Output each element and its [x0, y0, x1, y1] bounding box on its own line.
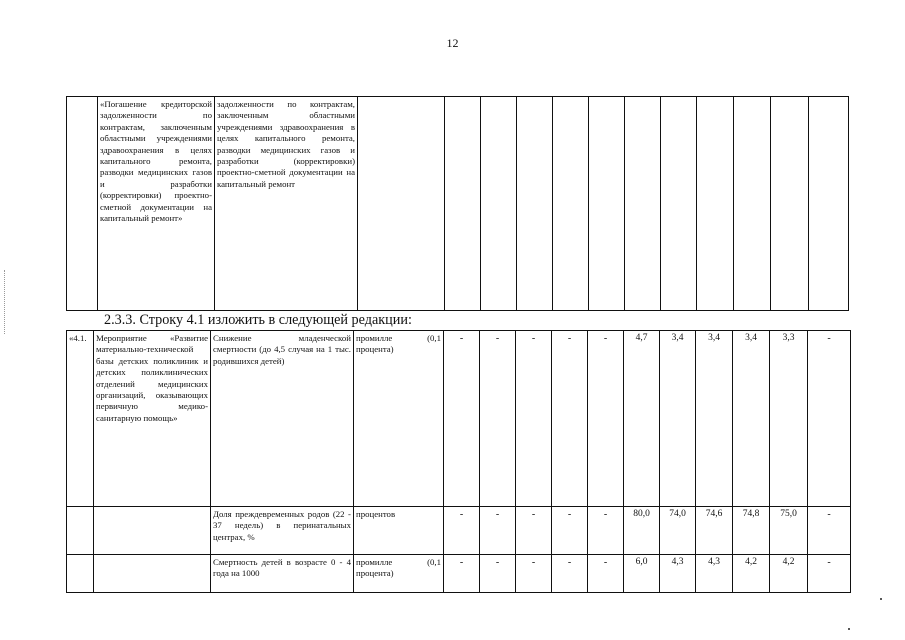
cell-value	[517, 97, 553, 311]
table-row	[67, 331, 851, 507]
cell-value: 4,3	[660, 555, 696, 593]
cell-value: 3,4	[660, 331, 696, 507]
scan-speck	[880, 598, 882, 600]
cell-value: -	[808, 555, 851, 593]
cell-activity: Мероприятие «Развитие материально-технической базы детских поликлиник и детских поликлинических отделений медицинских организаций, оказывающих первичную медико-санитарную помощь»	[94, 331, 211, 507]
cell-value: -	[588, 507, 624, 555]
cell-value: -	[808, 507, 851, 555]
cell-value	[809, 97, 849, 311]
cell-value	[445, 97, 481, 311]
table-continuation	[66, 96, 849, 311]
cell-num	[67, 97, 98, 311]
cell-value: -	[516, 507, 552, 555]
cell-indicator: задолженности по контрактам, заключенным областными учреждениями здравоохранения в целях капитального ремонта, разводки медицинских газов и разработки (корректировки) проектно-сметной документации на капитальный ремонт	[215, 97, 358, 311]
cell-unit	[358, 97, 445, 311]
cell-value: -	[444, 331, 480, 507]
cell-value: 75,0	[770, 507, 808, 555]
table-row	[67, 507, 851, 555]
page-number: 12	[446, 36, 459, 50]
cell-unit: промилле (0,1 процента)	[354, 555, 444, 593]
cell-unit: процентов	[354, 507, 444, 555]
cell-value: 4,7	[624, 331, 660, 507]
cell-value: -	[480, 507, 516, 555]
cell-num	[67, 555, 94, 593]
cell-value: -	[516, 555, 552, 593]
table-row	[67, 555, 851, 593]
cell-value: 74,8	[733, 507, 770, 555]
cell-value: 3,3	[770, 331, 808, 507]
cell-value: 4,3	[696, 555, 733, 593]
cell-value: 3,4	[696, 331, 733, 507]
cell-num	[67, 507, 94, 555]
cell-value: 74,0	[660, 507, 696, 555]
cell-value: -	[444, 555, 480, 593]
cell-value: -	[552, 507, 588, 555]
cell-value: -	[588, 331, 624, 507]
cell-value: -	[808, 331, 851, 507]
cell-indicator: Смертность детей в возрасте 0 - 4 года на 1000	[211, 555, 354, 593]
cell-value: 80,0	[624, 507, 660, 555]
table-row-4-1	[66, 330, 851, 593]
cell-activity	[94, 507, 211, 555]
cell-value: -	[480, 555, 516, 593]
cell-value: -	[480, 331, 516, 507]
cell-value	[553, 97, 589, 311]
cell-value: -	[552, 331, 588, 507]
cell-value: 4,2	[770, 555, 808, 593]
cell-value	[625, 97, 661, 311]
table-row	[67, 97, 849, 311]
cell-value	[697, 97, 734, 311]
cell-value: -	[552, 555, 588, 593]
cell-value: 4,2	[733, 555, 770, 593]
cell-indicator: Снижение младенческой смертности (до 4,5 случая на 1 тыс. родившихся детей)	[211, 331, 354, 507]
cell-unit: промилле (0,1 процента)	[354, 331, 444, 507]
cell-activity	[94, 555, 211, 593]
cell-activity: «Погашение кредиторской задолженности по контрактам, заключенным областными учреждениями здравоохранения в целях капитального ремонта, разводки медицинских газов и разработки (корректировки) проектно-сметной документации на капитальный ремонт»	[98, 97, 215, 311]
cell-value: -	[588, 555, 624, 593]
cell-value: 3,4	[733, 331, 770, 507]
cell-value: 6,0	[624, 555, 660, 593]
cell-value: 74,6	[696, 507, 733, 555]
cell-value: -	[516, 331, 552, 507]
margin-marks	[4, 270, 9, 334]
cell-num: «4.1.	[67, 331, 94, 507]
cell-value	[661, 97, 697, 311]
cell-value	[734, 97, 771, 311]
cell-value	[589, 97, 625, 311]
cell-indicator: Доля преждевременных родов (22 - 37 недель) в перинатальных центрах, %	[211, 507, 354, 555]
section-heading: 2.3.3. Строку 4.1 изложить в следующей редакции:	[104, 312, 412, 328]
cell-value	[481, 97, 517, 311]
cell-value	[771, 97, 809, 311]
cell-value: -	[444, 507, 480, 555]
scan-speck	[848, 628, 850, 630]
